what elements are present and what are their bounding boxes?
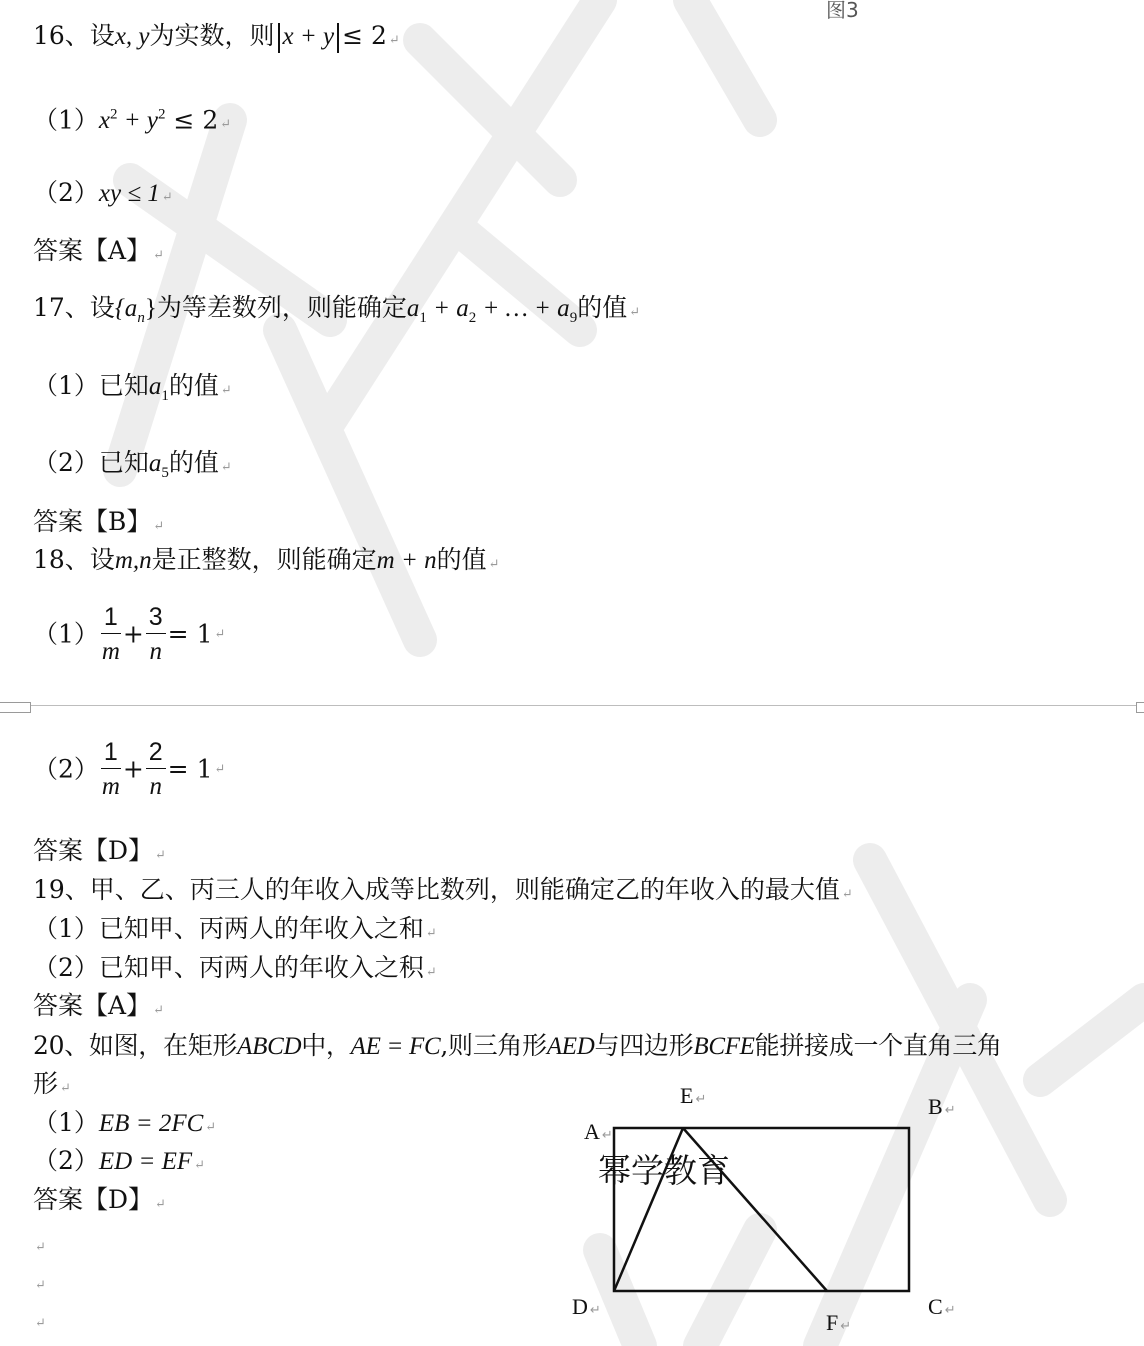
question-19-condition-2: （2）已知甲、丙两人的年收入之积 ↵ xyxy=(33,953,437,982)
point-label-c: C ↵ xyxy=(928,1294,956,1319)
question-16-condition-2: （2）xy ≤ 1 ↵ xyxy=(33,178,173,207)
empty-paragraph: ↵ xyxy=(35,1316,46,1331)
question-20-stem-continued: 形 ↵ xyxy=(33,1069,71,1098)
point-label-a: A ↵ xyxy=(584,1119,613,1144)
question-17-condition-1: （1）已知$a_1$的值 ↵ xyxy=(33,371,232,404)
question-18-condition-2: （2） $\frac{1}{m}$ + $\frac{2}{n}$ = 1 ↵ xyxy=(33,738,226,800)
question-16-stem: 16、设x, y为实数，则 x + y ≤ 2 ↵ xyxy=(33,21,400,56)
question-20-stem: 20、如图，在矩形ABCD中，AE = FC,则三角形AED与四边形BCFE能拼接成一个直角三角 xyxy=(33,1031,1002,1060)
brand-stamp-text: 幂学教育 xyxy=(598,1151,730,1190)
question-20-answer: 答案【D】 ↵ xyxy=(33,1185,166,1214)
question-17-stem: 17、设$\{a_n\}$为等差数列，则能确定$a_1 + a_2$ + … + $a_9$的值 ↵ xyxy=(33,293,641,326)
point-label-e: E ↵ xyxy=(680,1083,707,1108)
point-label-f: F ↵ xyxy=(826,1310,852,1335)
question-20-condition-1: （1）EB = 2FC ↵ xyxy=(33,1108,217,1137)
question-18-answer: 答案【D】 ↵ xyxy=(33,836,166,865)
question-20-condition-2: （2）ED = EF ↵ xyxy=(33,1146,206,1175)
empty-paragraph: ↵ xyxy=(35,1278,46,1293)
question-17-answer: 答案【B】 ↵ xyxy=(33,507,165,536)
question-19-stem: 19、甲、乙、丙三人的年收入成等比数列，则能确定乙的年收入的最大值 ↵ xyxy=(33,875,853,904)
point-label-d: D ↵ xyxy=(572,1294,601,1319)
point-label-b: B ↵ xyxy=(928,1094,956,1119)
question-18-condition-1: （1） $\frac{1}{m}$ + $\frac{3}{n}$ = 1 ↵ xyxy=(33,603,226,665)
question-16-answer: 答案【A】 ↵ xyxy=(33,236,164,265)
question-16-condition-1: $(1)x^2 + y^2 \le 2$ ↵ xyxy=(33,105,232,135)
question-19-answer: 答案【A】 ↵ xyxy=(33,991,164,1020)
figure-caption: 图3 xyxy=(826,0,859,22)
question-17-condition-2: （2）已知$a_5$的值 ↵ xyxy=(33,448,232,481)
question-19-condition-1: （1）已知甲、丙两人的年收入之和 ↵ xyxy=(33,914,437,943)
question-18-stem: 18、设m,n是正整数，则能确定m + n的值 ↵ xyxy=(33,545,500,574)
empty-paragraph: ↵ xyxy=(35,1240,46,1255)
